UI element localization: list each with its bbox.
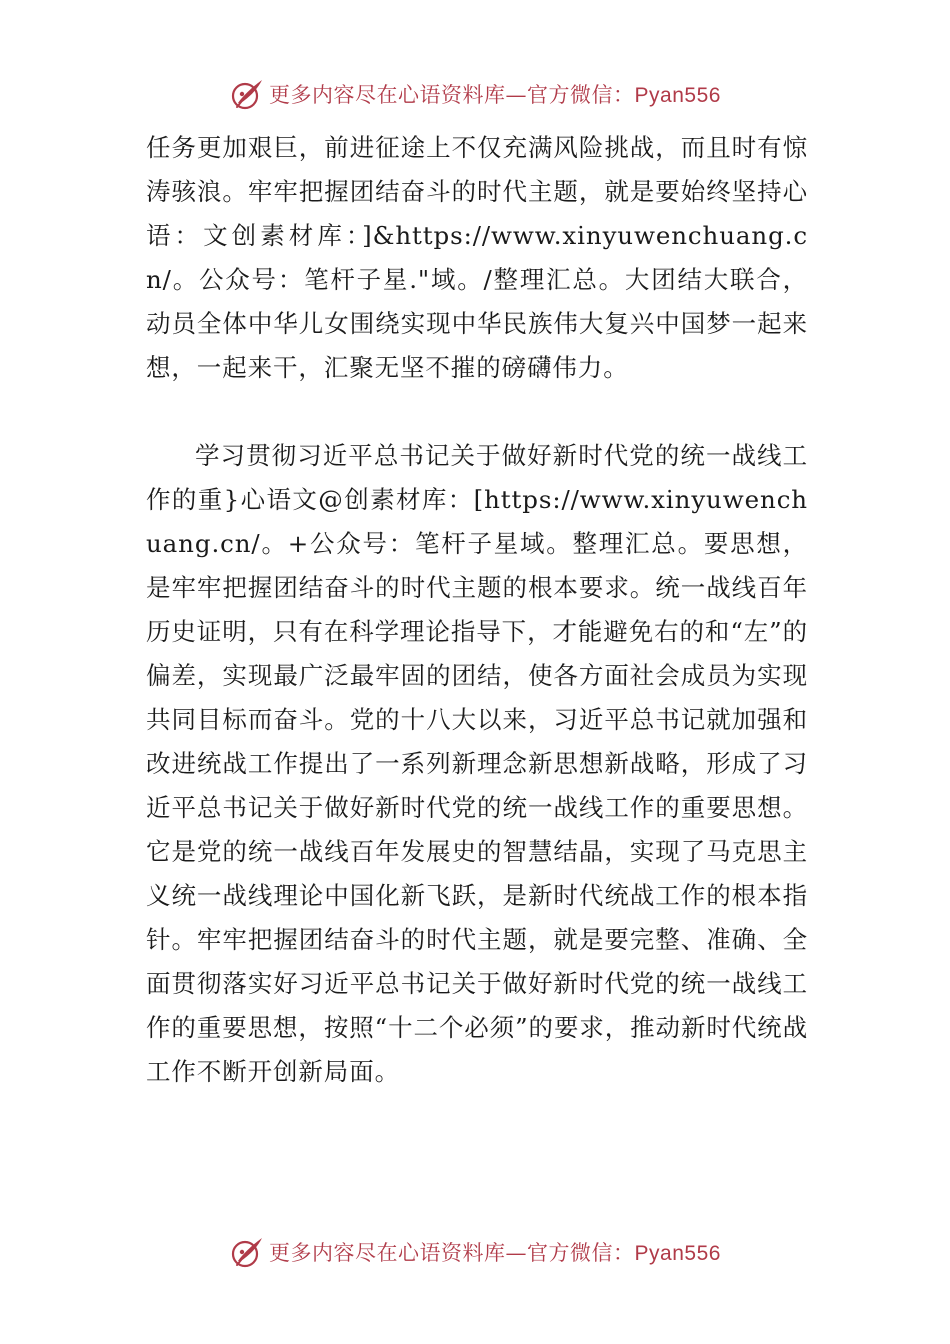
footer-banner-text (269, 1237, 721, 1267)
footer-wechat-id: Pyan556 (634, 1242, 721, 1265)
document-body (146, 126, 808, 1094)
header-banner-label: 更多内容尽在心语资料库—官方微信： (269, 83, 635, 107)
quill-pen-logo-icon (229, 76, 265, 112)
header-banner-text (269, 79, 721, 109)
quill-pen-logo-icon (229, 1234, 265, 1270)
header-banner (0, 72, 950, 116)
paragraph-2: 学习贯彻习近平总书记关于做好新时代党的统一战线工作的重}心语文@创素材库：[https://www.xinyuwenchuang.cn/。+公众号：笔杆子星域。整理汇总。要思想，是牢牢把握团结奋斗的时代主题的根本要求。统一战线百年历史证明，只有在科学理论指导下，才能避免右的和“左”的偏差，实现最广泛最牢固的团结，使各方面社会成员为实现共同目标而奋斗。党的十八大以来，习近平总书记就加强和改进统战工作提出了一系列新理念新思想新战略，形成了习近平总书记关于做好新时代党的统一战线工作的重要思想。它是党的统一战线百年发展史的智慧结晶，实现了马克思主义统一战线理论中国化新飞跃，是新时代统战工作的根本指针。牢牢把握团结奋斗的时代主题，就是要完整、准确、全面贯彻落实好习近平总书记关于做好新时代党的统一战线工作的重要思想，按照“十二个必须”的要求，推动新时代统战工作不断开创新局面。 (146, 441, 808, 1086)
paragraph-1: 任务更加艰巨，前进征途上不仅充满风险挑战，而且时有惊涛骇浪。牢牢把握团结奋斗的时代主题，就是要始终坚持心语：文创素材库：]&https://www.xinyuwenchuang.cn/。公众号：笔杆子星."域。/整理汇总。大团结大联合，动员全体中华儿女围绕实现中华民族伟大复兴中国梦一起来想，一起来干，汇聚无坚不摧的磅礴伟力。 (146, 133, 808, 382)
footer-banner-label: 更多内容尽在心语资料库—官方微信： (269, 1241, 635, 1265)
header-wechat-id: Pyan556 (634, 84, 721, 107)
footer-banner (0, 1230, 950, 1274)
